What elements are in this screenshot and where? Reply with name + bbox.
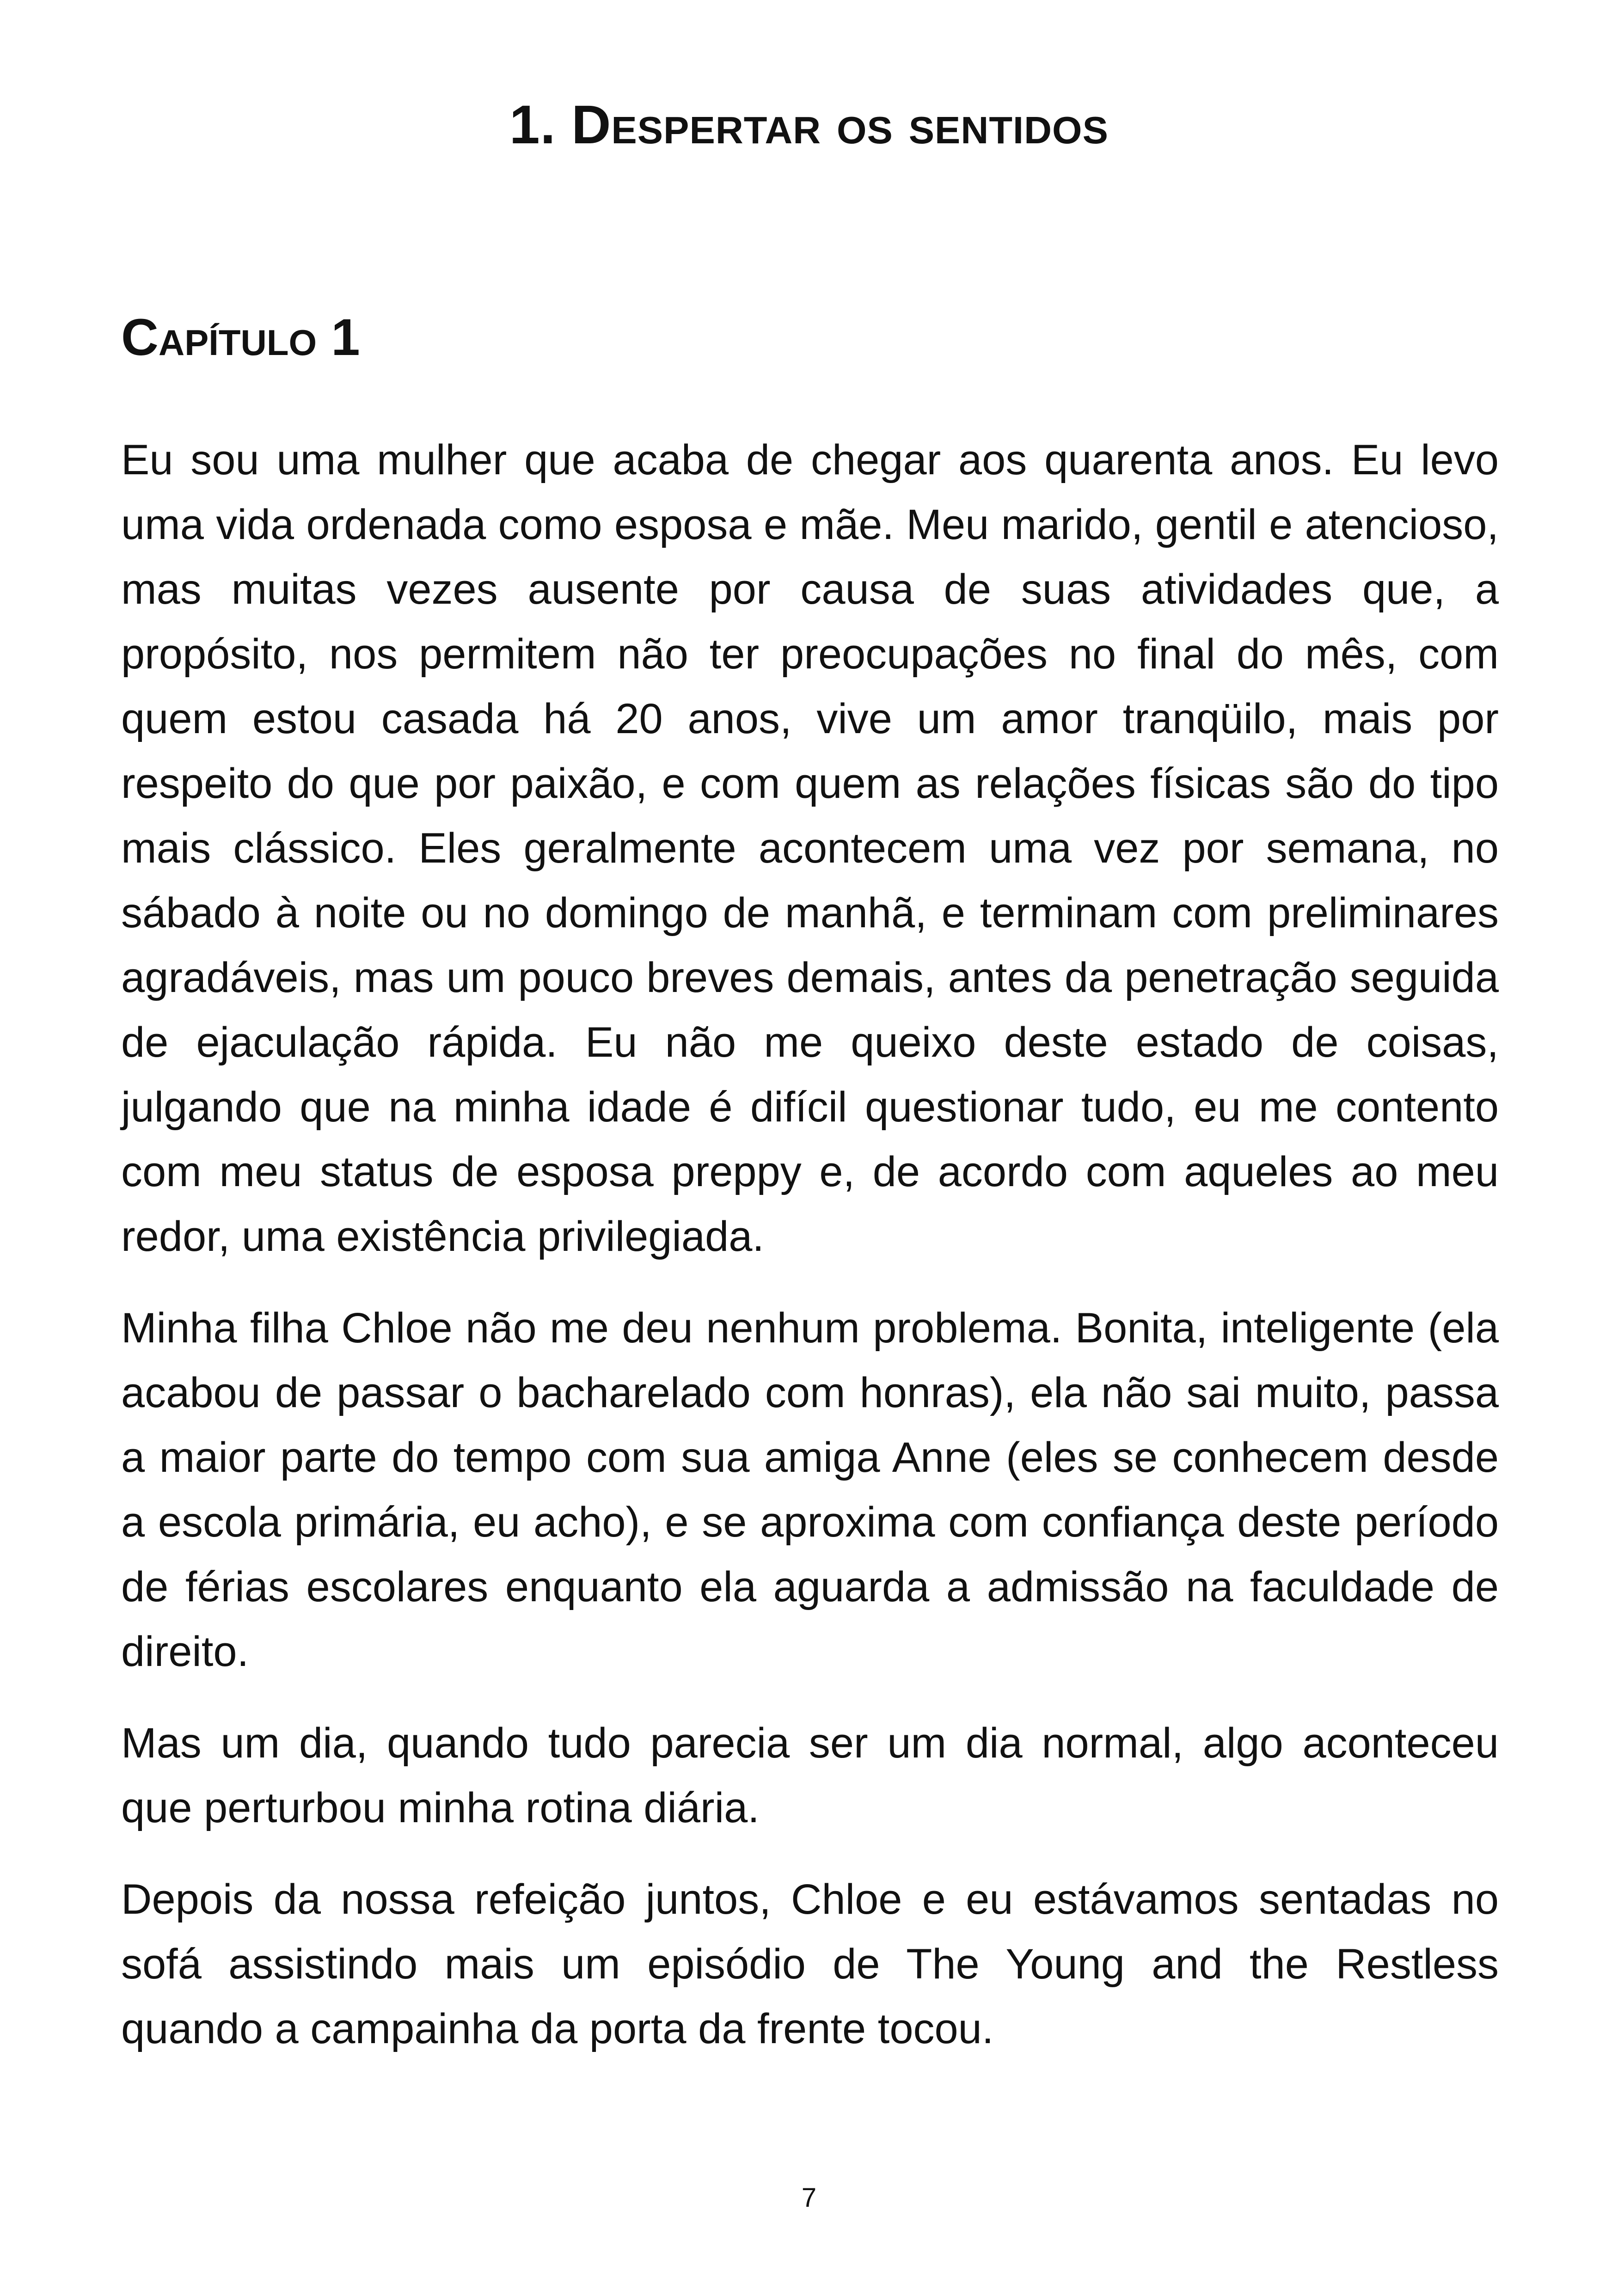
part-title: 1. Despertar os sentidos bbox=[509, 94, 1109, 155]
chapter-body bbox=[121, 428, 1499, 2088]
paragraph: Mas um dia, quando tudo parecia ser um dia normal, algo aconteceu que perturbou minha rotina diária. bbox=[121, 1720, 1499, 1831]
page-number: 7 bbox=[801, 2183, 817, 2213]
paragraph: Eu sou uma mulher que acaba de chegar aos quarenta anos. Eu levo uma vida ordenada como esposa e mãe. Meu marido, gentil e atencioso, mas muitas vezes ausente por causa de suas atividades que, a propósito, nos permitem não ter preocupações no final do mês, com quem estou casada há 20 anos, vive um amor tranqüilo, mais por respeito do que por paixão, e com quem as relações físicas são do tipo mais clássico. Eles geralmente acontecem uma vez por semana, no sábado à noite ou no domingo de manhã, e terminam com preliminares agradáveis, mas um pouco breves demais, antes da penetração seguida de ejaculação rápida. Eu não me queixo deste estado de coisas, julgando que na minha idade é difícil questionar tudo, eu me contento com meu status de esposa preppy e, de acordo com aqueles ao meu redor, uma existência privilegiada. bbox=[121, 436, 1499, 1260]
paragraph: Minha filha Chloe não me deu nenhum problema. Bonita, inteligente (ela acabou de passar o bacharelado com honras), ela não sai muito, passa a maior parte do tempo com sua amiga Anne (eles se conhecem desde a escola primária, eu acho), e se aproxima com confiança deste período de férias escolares enquanto ela aguarda a admissão na faculdade de direito. bbox=[121, 1304, 1499, 1675]
paragraph: Depois da nossa refeição juntos, Chloe e eu estávamos sentadas no sofá assistindo mais um episódio de The Young and the Restless quando a campainha da porta da frente tocou. bbox=[121, 1876, 1499, 2052]
chapter-title: Capítulo 1 bbox=[121, 308, 360, 366]
